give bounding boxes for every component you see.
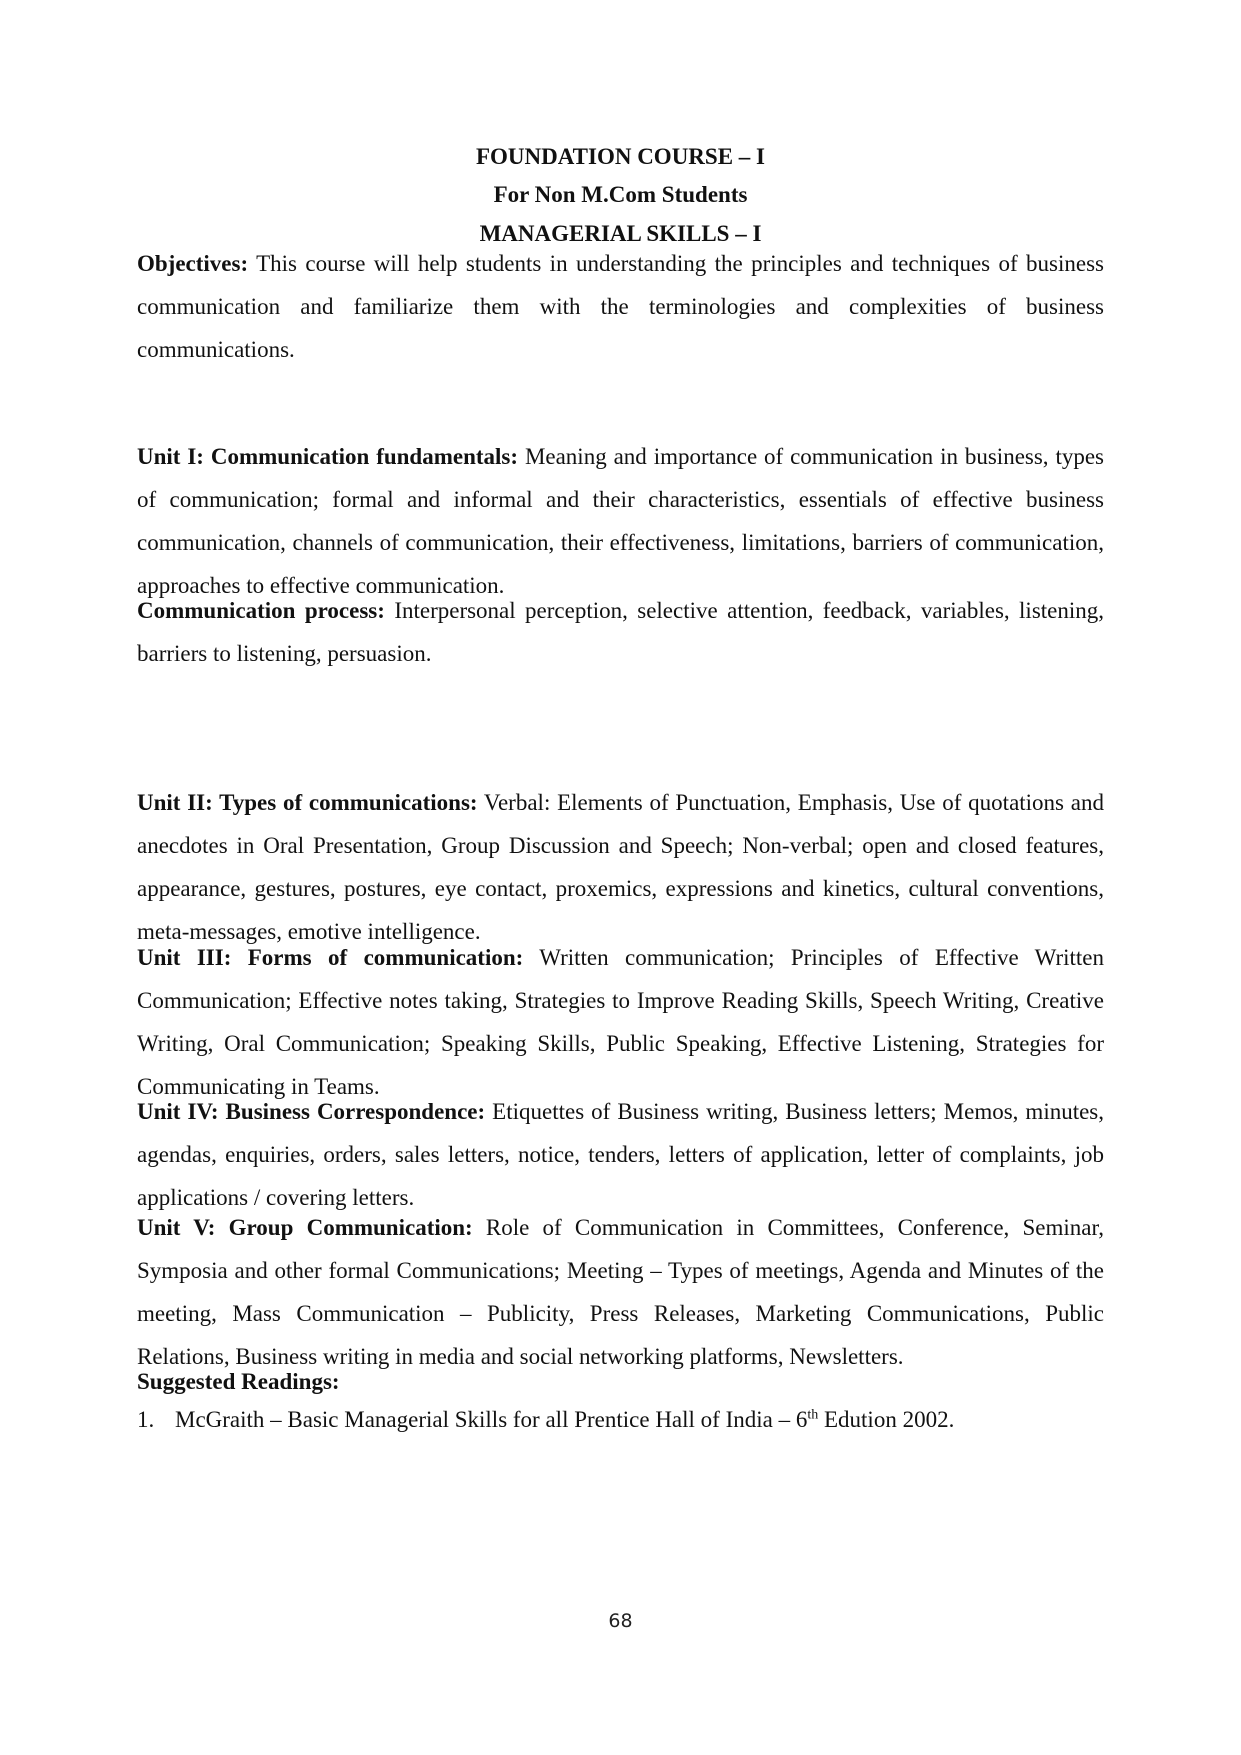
unit-3-text: Written communication; Principles of Effective Written Communication; Effective notes taking, Strategies to Improve Reading Skills, Speech Writing, Creative Writing, Oral Communication; Speaking Skills, Public Speaking, Effective Listening, Strategies for Communicating in Teams. [137,945,1105,1099]
unit-1-paragraph [137,435,1104,607]
unit-2-text: Verbal: Elements of Punctuation, Emphasis, Use of quotations and anecdotes in Oral Presentation, Group Discussion and Speech; Non-verbal; open and closed features, appearance, gestures, postures, eye contact, proxemics, expressions and kinetics, cultural conventions, meta-messages, emotive intelligence. [137,790,1104,944]
communication-process-text: Interpersonal perception, selective attention, feedback, variables, listening, barriers to listening, persuasion. [137,598,1105,666]
unit-2-label: Unit II: Types of communications: [137,790,478,815]
unit-5-label: Unit V: Group Communication: [137,1215,473,1240]
communication-process-label: Communication process: [137,598,385,623]
reading-item-text-end: Edution 2002. [818,1407,955,1432]
objectives-text: This course will help students in understanding the principles and techniques of business communication and familiarize them with the terminologies and complexities of business communications. [137,251,1104,362]
unit-4-paragraph [137,1090,1104,1219]
suggested-readings-heading: Suggested Readings: [137,1369,340,1394]
unit-3-paragraph [137,936,1104,1108]
unit-3-label: Unit III: Forms of communication: [137,945,524,970]
reading-item [137,1398,1104,1441]
reading-item-superscript: th [807,1407,819,1423]
unit-1-label: Unit I: Communication fundamentals: [137,444,519,469]
course-subject: MANAGERIAL SKILLS – I [479,221,762,246]
unit-1-text: Meaning and importance of communication in business, types of communication; formal and informal and their characteristics, essentials of effective business communication, channels of communication, their effectiveness, limitations, barriers of communication, approaches to effective communication. [137,444,1104,598]
unit-5-paragraph [137,1206,1104,1378]
course-audience: For Non M.Com Students [493,182,748,207]
unit-4-label: Unit IV: Business Correspondence: [137,1099,486,1124]
unit-2-paragraph [137,781,1104,953]
unit-4-text: Etiquettes of Business writing, Business letters; Memos, minutes, agendas, enquiries, orders, sales letters, notice, tenders, letters of application, letter of complaints, job applications / covering letters. [137,1099,1105,1210]
objectives-label: Objectives: [137,251,249,276]
unit-5-text: Role of Communication in Committees, Conference, Seminar, Symposia and other formal Communications; Meeting – Types of meetings, Agenda and Minutes of the meeting, Mass Communication – Publicity, Press Releases, Marketing Communications, Public Relations, Business writing in media and social networking platforms, Newsletters. [137,1215,1104,1369]
communication-process-paragraph [137,589,1104,675]
course-title: FOUNDATION COURSE – I [475,144,766,169]
reading-item-text: McGraith – Basic Managerial Skills for all Prentice Hall of India – 6 [175,1407,808,1432]
reading-item-number: 1. [137,1407,155,1432]
objectives-paragraph [137,242,1104,371]
page-number: 68 [608,1610,633,1632]
